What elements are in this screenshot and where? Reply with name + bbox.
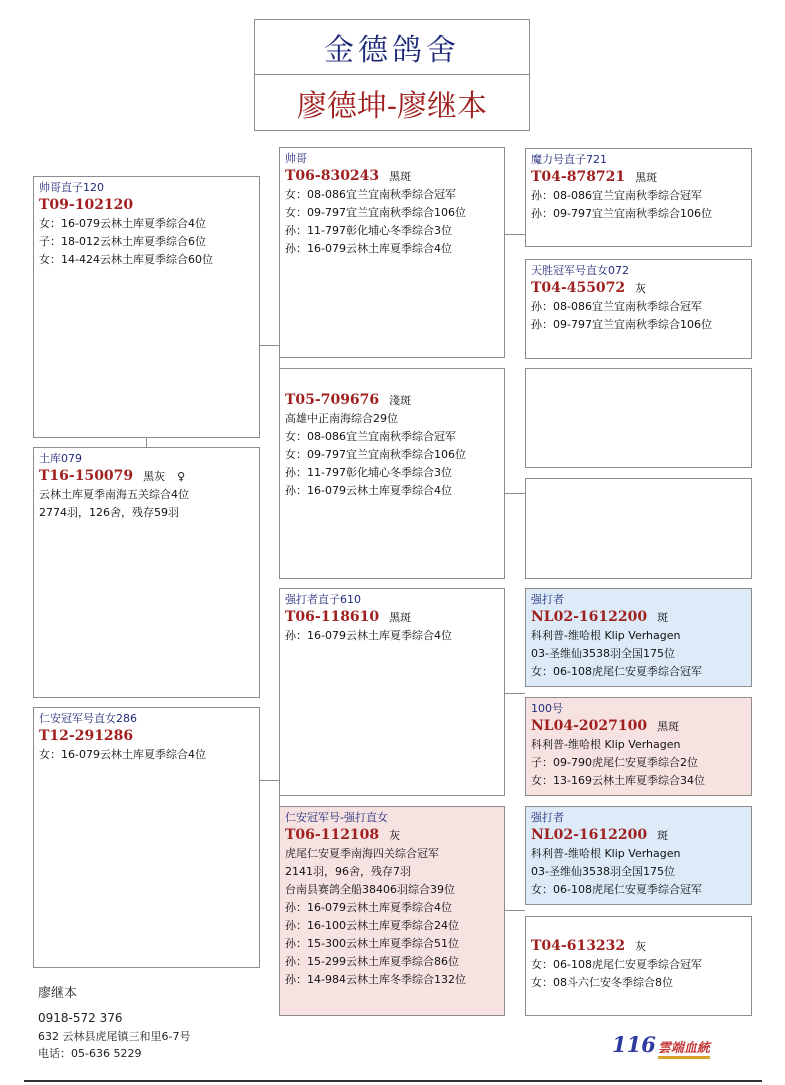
dam-dam-line: 台南县赛鸽全船38406羽综合39位 <box>285 883 455 896</box>
connector <box>505 693 525 694</box>
dam2-label: 仁安冠军号直女286 <box>39 712 137 725</box>
gg8-line: 女：06-108虎尾仁安夏季综合冠军 <box>531 958 702 971</box>
ring-number: T05-709676 <box>285 392 380 408</box>
sire-dam-line: 女：09-797宜兰宜南秋季综合106位 <box>285 448 466 461</box>
gg2-ring <box>531 279 746 298</box>
color-text: 黑灰 <box>143 470 166 483</box>
dam-dam-line: 2141羽，96舍，残存7羽 <box>285 865 411 878</box>
gg8-line: 女：08斗六仁安冬季综合8位 <box>531 976 673 989</box>
dam-dam-line: 孙：15-299云林土库夏季综合86位 <box>285 955 459 968</box>
gg5-ring <box>531 608 746 627</box>
color-text: 斑 <box>657 829 669 842</box>
contact-footer <box>38 984 190 1062</box>
contact-name: 廖继本 <box>38 986 78 1001</box>
dam-main-line: 云林土库夏季南海五关综合4位 <box>39 488 189 501</box>
gg6-line: 子：09-790虎尾仁安夏季综合2位 <box>531 756 698 769</box>
dam2-line: 女：16-079云林土库夏季综合4位 <box>39 748 206 761</box>
dam-dam-line: 孙：15-300云林土库夏季综合51位 <box>285 937 459 950</box>
gg6-ring <box>531 717 746 736</box>
sire-line: 孙：11-797彰化埔心冬季综合3位 <box>285 224 452 237</box>
gg2-line: 孙：09-797宜兰宜南秋季综合106位 <box>531 318 712 331</box>
dam-main-card <box>33 447 260 698</box>
bottom-divider <box>24 1080 762 1082</box>
color-text: 灰 <box>635 940 647 953</box>
ring-number: NL04-2027100 <box>531 718 648 734</box>
dam-dam-ring <box>285 826 499 845</box>
color-text: 黑斑 <box>389 170 412 183</box>
pedigree-header <box>254 19 530 131</box>
sire-ring <box>285 167 499 186</box>
gg7-line: 女：06-108虎尾仁安夏季综合冠军 <box>531 883 702 896</box>
subject-line: 子：18-012云林土库夏季综合6位 <box>39 235 206 248</box>
gg2-label: 天胜冠军号直女072 <box>531 264 629 277</box>
ring-number: T04-613232 <box>531 938 626 954</box>
dam-sire-card <box>279 588 505 796</box>
subject-line: 女：14-424云林土库夏季综合60位 <box>39 253 213 266</box>
gg1-line: 孙：09-797宜兰宜南秋季综合106位 <box>531 207 712 220</box>
sire-dam-ring <box>285 391 499 410</box>
sire-dam-line: 高雄中正南海综合29位 <box>285 412 398 425</box>
dam-sire-ring <box>285 608 499 627</box>
contact-address: 632 云林县虎尾镇三和里6-7号 <box>38 1030 191 1043</box>
logo-number: 116 <box>612 1032 656 1057</box>
color-text: 灰 <box>635 282 647 295</box>
gg7-ring <box>531 826 746 845</box>
ring-number: T16-150079 <box>39 468 134 484</box>
female-icon: ♀ <box>177 470 186 483</box>
gg3-empty-card <box>525 368 752 468</box>
gg1-ring <box>531 168 746 187</box>
gg5-line: 03-圣维仙3538羽全国175位 <box>531 647 675 660</box>
dam-dam-line: 孙：14-984云林土库冬季综合132位 <box>285 973 466 986</box>
dam-dam-line: 虎尾仁安夏季南海四关综合冠军 <box>285 847 439 860</box>
connector <box>259 345 279 346</box>
ring-number: T04-455072 <box>531 280 626 296</box>
subject-ring: T09-102120 <box>39 197 134 213</box>
dam-dam-card <box>279 806 505 1016</box>
sire-line: 女：08-086宜兰宜南秋季综合冠军 <box>285 188 456 201</box>
gg7-label: 强打者 <box>531 811 564 824</box>
gg6-line: 女：13-169云林土库夏季综合34位 <box>531 774 705 787</box>
connector <box>505 910 525 911</box>
ring-number: T06-118610 <box>285 609 380 625</box>
owner-names: 廖德坤-廖继本 <box>296 89 488 124</box>
gg6-label: 100号 <box>531 702 563 715</box>
ring-number: T06-830243 <box>285 168 380 184</box>
brand-logo <box>612 1032 710 1059</box>
dam-dam-label: 仁安冠军号-强打直女 <box>285 811 388 824</box>
gg8-ring <box>531 937 746 956</box>
sire-dam-card <box>279 368 505 579</box>
contact-phone: 0918-572 376 <box>38 1011 123 1025</box>
dam-main-ring <box>39 467 254 486</box>
loft-name: 金德鸽舍 <box>255 20 529 75</box>
dam-dam-line: 孙：16-079云林土库夏季综合4位 <box>285 901 452 914</box>
gg1-line: 孙：08-086宜兰宜南秋季综合冠军 <box>531 189 702 202</box>
sire-card <box>279 147 505 358</box>
dam-main-line: 2774羽，126舍，残存59羽 <box>39 506 179 519</box>
dam-main-label: 土库079 <box>39 452 82 465</box>
sire-dam-line: 孙：11-797彰化埔心冬季综合3位 <box>285 466 452 479</box>
contact-tel: 电话：05-636 5229 <box>38 1047 142 1060</box>
dam-sire-line: 孙：16-079云林土库夏季综合4位 <box>285 629 452 642</box>
connector <box>259 780 279 781</box>
subject-label: 帅哥直子120 <box>39 181 104 194</box>
ring-number: T04-878721 <box>531 169 626 185</box>
connector <box>505 234 525 235</box>
subject-line: 女：16-079云林土库夏季综合4位 <box>39 217 206 230</box>
gg5-label: 强打者 <box>531 593 564 606</box>
connector <box>146 438 147 447</box>
color-text: 黑斑 <box>635 171 658 184</box>
gg2-card <box>525 259 752 359</box>
gg4-empty-card <box>525 478 752 579</box>
gg6-card <box>525 697 752 796</box>
color-text: 灰 <box>389 829 401 842</box>
gg7-line: 03-圣维仙3538羽全国175位 <box>531 865 675 878</box>
dam-dam-line: 孙：16-100云林土库夏季综合24位 <box>285 919 459 932</box>
ring-number: T06-112108 <box>285 827 380 843</box>
gg1-card <box>525 148 752 247</box>
gg5-line: 科利普-维哈根 Klip Verhagen <box>531 629 681 642</box>
color-text: 黑斑 <box>389 611 412 624</box>
ring-number: NL02-1612200 <box>531 827 648 843</box>
dam-sire-label: 强打者直子610 <box>285 593 361 606</box>
sire-label: 帅哥 <box>285 152 307 165</box>
color-text: 斑 <box>657 611 669 624</box>
gg7-card <box>525 806 752 905</box>
connector <box>505 493 525 494</box>
color-text: 淺斑 <box>389 394 412 407</box>
gg6-line: 科利普-维哈根 Klip Verhagen <box>531 738 681 751</box>
gg5-line: 女：06-108虎尾仁安夏季综合冠军 <box>531 665 702 678</box>
sire-line: 孙：16-079云林土库夏季综合4位 <box>285 242 452 255</box>
gg5-card <box>525 588 752 687</box>
subject-card <box>33 176 260 438</box>
gg2-line: 孙：08-086宜兰宜南秋季综合冠军 <box>531 300 702 313</box>
sire-line: 女：09-797宜兰宜南秋季综合106位 <box>285 206 466 219</box>
color-text: 黑斑 <box>657 720 680 733</box>
ring-number: NL02-1612200 <box>531 609 648 625</box>
gg8-card <box>525 916 752 1016</box>
dam2-card <box>33 707 260 968</box>
dam2-ring: T12-291286 <box>39 728 134 744</box>
logo-text: 雲端血統 <box>658 1041 710 1059</box>
sire-dam-line: 孙：16-079云林土库夏季综合4位 <box>285 484 452 497</box>
gg7-line: 科利普-维哈根 Klip Verhagen <box>531 847 681 860</box>
gg1-label: 魔力号直子721 <box>531 153 607 166</box>
sire-dam-line: 女：08-086宜兰宜南秋季综合冠军 <box>285 430 456 443</box>
